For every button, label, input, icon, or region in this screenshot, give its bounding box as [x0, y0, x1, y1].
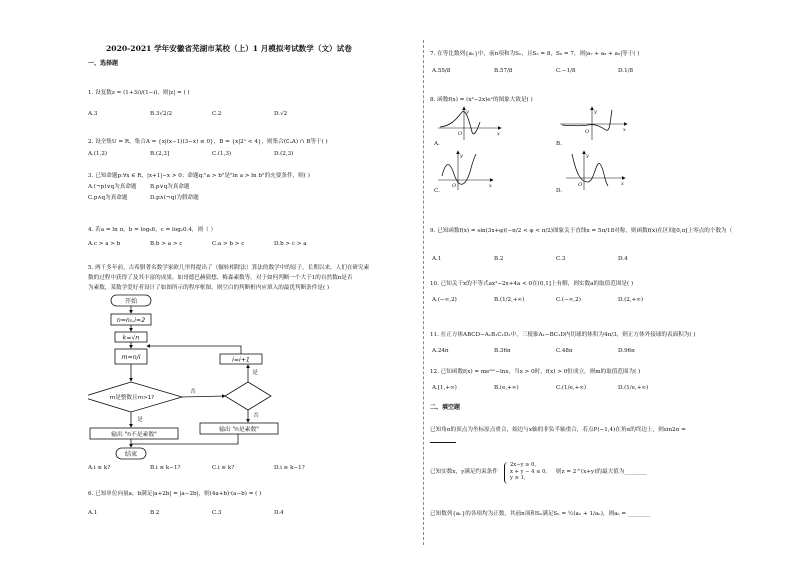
q9-option-c: C.3	[556, 256, 566, 262]
q7-option-d: D.1/8	[618, 68, 634, 74]
q8-option-b: B.	[556, 141, 562, 147]
q12-option-a: A.[1,+∞)	[432, 385, 457, 391]
q5-option-c: C.i ≥ k?	[212, 465, 235, 471]
flow-start-label: 开始	[124, 298, 138, 305]
question-15: 已知数列{aₙ}的各项均为正数，其前n项和Sₙ满足Sₙ = ½(aₙ + 1/aₙ)，则a₅ = ________	[430, 511, 651, 517]
question-10: 10. 已知关于x的不等式ax²−2x+4a < 0在(0,1]上有解，则实数a的取值范围是( )	[430, 281, 634, 287]
q3-option-a: A.(¬p)∨q为真命题	[88, 184, 137, 190]
q8-d-origin-label: O	[578, 182, 583, 188]
q5-option-a: A.i ≤ k?	[88, 465, 111, 471]
question-11: 11. 在正方体ABCD−A₁B₁C₁D₁中，三棱锥A₁−BC₁D内切球的体积为4π/3，则正方体外接球的表面积为( )	[430, 332, 696, 338]
flow-end-label: 结束	[124, 451, 138, 458]
flow-blank-decision	[225, 382, 271, 410]
question-6: 6. 已知单位向量a，b满足|a+2b| = |a−2b|，则(4a+b)·(a−b) = ( )	[88, 491, 262, 497]
q8-b-x-label: x	[623, 127, 626, 133]
flow-decision-label: m是整数且m>1?	[109, 395, 155, 401]
q6-option-a: A.1	[88, 510, 98, 516]
q8-graph-d	[564, 150, 628, 192]
q4-option-a: A.c > a > b	[88, 241, 121, 247]
q2-option-d: D.(2,3)	[274, 151, 294, 157]
section-choice: 一、选择题	[88, 60, 119, 67]
q8-b-y-label: y	[594, 109, 597, 115]
q8-d-y-label: y	[586, 153, 589, 159]
q6-option-d: D.4	[274, 510, 284, 516]
q8-c-y-label: y	[460, 153, 463, 159]
q10-option-a: A.(−∞,2)	[432, 297, 457, 303]
q2-option-c: C.(1,3)	[212, 151, 232, 157]
question-5-line-2: 数的过程中获得了及其丰富的成果。如哥德巴赫猜想、梅森素数等。对于如何判断一个大于1的自然数n是否	[88, 275, 353, 281]
q8-graph-c	[436, 150, 496, 192]
q3-option-d: D.p∧(¬q)为假命题	[150, 195, 199, 201]
flow-no-label: 否	[190, 389, 196, 395]
q8-c-origin-label: O	[452, 183, 457, 189]
q10-option-c: C.(−∞,2)	[556, 297, 581, 303]
q4-option-c: C.a > b > c	[212, 241, 245, 247]
q10-option-b: B.(1/2,+∞)	[494, 297, 525, 303]
question-9: 9. 已知函数f(x) = sin(3x+φ)(−π/2 < φ < π/2)图象关于直线x = 5π/18对称，则函数f(x)在区间[0,π]上零点的个数为（	[430, 228, 733, 234]
question-2: 2. 设全集U = R，集合A = {x|(x−1)(3−x) ≤ 0}，B = {x|2ˣ < 4}，则集合(∁ᵤA) ∩ B等于( )	[88, 139, 328, 145]
q11-option-b: B.36π	[494, 348, 511, 354]
q8-c-x-label: x	[489, 183, 492, 189]
q8-option-c: C.	[434, 188, 440, 194]
flow-yes-label: 是	[137, 417, 143, 423]
q12-option-d: D.(1/e,+∞)	[618, 385, 649, 391]
q12-option-c: C.(1/e,+∞)	[556, 385, 587, 391]
q8-a-origin-label: O	[458, 131, 463, 137]
q8-graph-b	[558, 106, 630, 142]
flow-no-label-right: 否	[253, 413, 259, 419]
question-13: 已知角α的顶点为坐标原点重合，始边与x轴的非负半轴重合，若点P(−1,4)在角α的终边上，则sin2α =	[430, 427, 686, 433]
column-divider	[423, 40, 424, 545]
question-14: 已知实数x，y满足约束条件	[430, 469, 498, 475]
q8-b-origin-label: O	[585, 129, 590, 135]
q14-cond-1: 2x−y ≥ 0,	[510, 462, 537, 468]
q7-option-a: A.55/8	[432, 68, 451, 74]
q9-option-b: B.2	[494, 256, 504, 262]
question-5-line-1: 5. 两千多年前，古希腊著名数学家欧几里得提出了（辗转相除法）算法的数学中的原子，长期以来，人们在研究素	[88, 265, 370, 271]
q4-option-d: D.b > c > a	[274, 241, 307, 247]
q3-option-c: C.p∧q为真命题	[88, 195, 128, 201]
section-fill: 二、填空题	[430, 404, 461, 411]
q11-option-a: A.24π	[432, 348, 449, 354]
q9-option-a: A.1	[432, 256, 442, 262]
right-column	[430, 0, 780, 562]
q9-option-d: D.4	[618, 256, 628, 262]
q12-option-b: B.(e,+∞)	[494, 385, 519, 391]
question-1: 1. 设复数z = (1+3i)/(1−i)，则|z| = ( )	[88, 90, 190, 96]
q5-option-b: B.i ≤ k−1?	[150, 465, 181, 471]
q11-option-c: C.48π	[556, 348, 573, 354]
q2-option-a: A.(1,2)	[88, 151, 108, 157]
q14-cond-2: x + y − 4 ≤ 0,	[510, 468, 548, 475]
q1-option-a: A.3	[88, 111, 98, 117]
q4-option-b: B.b > a > c	[150, 241, 183, 247]
q8-a-y-label: y	[466, 109, 469, 115]
q7-option-b: B.57/8	[494, 68, 513, 74]
flow-out-not-label: 输出 "n不是素数"	[111, 432, 157, 438]
q10-option-d: D.(2,+∞)	[618, 297, 644, 303]
question-14-tail: 则z = 2^(x+y)的最大值为________	[556, 469, 647, 475]
question-7: 7. 在等比数列{aₙ}中，前n项和为Sₙ，且S₃ = 8，S₆ = 7，则|a₇ + a₈ + a₉|等于( )	[430, 51, 640, 57]
question-3: 3. 已知命题p:∀x ∈ R，|x+1|−x > 0；命题q:"a > b"是"ln a > ln b"的充要条件，则( )	[88, 173, 310, 179]
q1-option-b: B.3√2/2	[150, 111, 173, 117]
question-8: 8. 函数f(x) = (x²−2x)eˣ的图象大致是( )	[430, 97, 533, 103]
flow-init-label: n=n₀,i=2	[116, 317, 146, 324]
q6-option-c: C.3	[212, 510, 222, 516]
q14-cond-3: y ≥ 1,	[510, 475, 526, 481]
q7-option-c: C.−1/8	[556, 68, 576, 74]
q8-option-d: D.	[556, 188, 563, 194]
question-4: 4. 若a = ln π，b = log₅6，c = log₂0.4，则（ ）	[88, 227, 217, 233]
q1-option-c: C.2	[212, 111, 222, 117]
flow-yes-label-right: 是	[252, 370, 258, 376]
q6-option-b: B.2	[150, 510, 160, 516]
q8-graph-a	[436, 106, 504, 142]
q2-option-b: B.(2,3]	[150, 151, 170, 157]
flow-div-label: m=n/i	[121, 354, 141, 361]
question-5-line-3: 为素数，某数学爱好者设计了如图所示的程序框图，则空白的判断框内应填入的最优判断条件是( )	[88, 285, 330, 291]
q8-d-x-label: x	[621, 181, 624, 187]
page-title: 2020-2021 学年安徽省芜湖市某校（上）1 月模拟考试数学（文）试卷	[106, 44, 352, 53]
q13-answer-blank[interactable]	[430, 442, 456, 443]
question-12: 12. 已知函数f(x) = meᵐˣ−lnx，当x > 0时，f(x) > 0恒成立，则m的取值范围为( )	[430, 369, 641, 375]
left-column	[88, 0, 418, 562]
q8-option-a: A.	[434, 141, 440, 147]
q8-a-x-label: x	[497, 131, 500, 137]
flow-out-prime-label: 输出 "n是素数"	[219, 427, 259, 433]
q5-option-d: D.i ≥ k−1?	[274, 465, 305, 471]
q1-option-d: D.√2	[274, 111, 288, 117]
q3-option-b: B.p∨q为真命题	[150, 184, 190, 190]
q11-option-d: D.96π	[618, 348, 635, 354]
flow-inc-label: i=i+1	[232, 356, 250, 364]
flow-sqrt-label: k=√n	[122, 334, 140, 342]
flowchart	[88, 294, 288, 462]
